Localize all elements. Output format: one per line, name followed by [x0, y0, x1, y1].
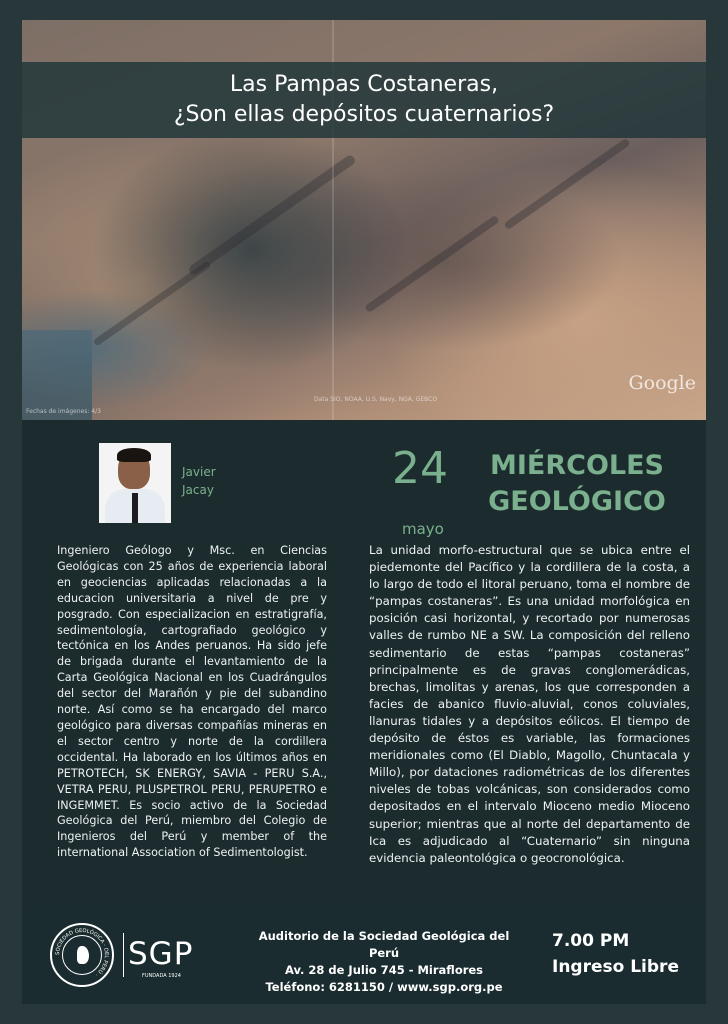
- event-name-line-2: GEOLÓGICO: [488, 486, 666, 517]
- logo-divider: [123, 933, 124, 977]
- peru-map-icon: [77, 946, 89, 964]
- tie-shape: [132, 493, 138, 523]
- venue-info: [244, 928, 524, 996]
- ridge-shape: [93, 260, 212, 346]
- speaker-first-name: Javier: [182, 465, 216, 479]
- event-name: [472, 448, 682, 520]
- google-watermark: Google: [628, 372, 696, 394]
- poster: [22, 20, 706, 1004]
- page-title: [22, 70, 706, 130]
- satellite-image: [22, 20, 706, 420]
- image-date-note: Fechas de imágenes: 4/3: [26, 408, 101, 415]
- event-name-line-1: MIÉRCOLES: [489, 450, 664, 481]
- image-credits: Data SIO, NOAA, U.S. Navy, NGA, GEBCO: [314, 396, 438, 403]
- society-seal-logo: [50, 923, 114, 987]
- talk-abstract: La unidad morfo-estructural que se ubica entre el piedemonte del Pacífico y la cordillera de la costa, a lo largo de todo el litoral peruano, toma el nombre de “pampas costaneras”. Es una unidad morfológica en posición casi horizontal, y recortado por numerosas valles de rumbo NE a SW. La composición del relleno sedimentario de estas “pampas costaneras” principalmente es de gravas conglomerádicas, brechas, limolitas y arenas, los que corresponden a facies de abanico fluvio-aluvial, conos coluviales, llanuras tidales y a depósitos eólicos. El tiempo de depósito de éstos es variable, las formaciones meridionales como (El Diablo, Magollo, Chuntacala y Millo), por dataciones radiométricas de los diferentes niveles de tobas volcánicas, son considerados como depositados en el intervalo Mioceno medio Mioceno superior; mientras que al norte del departamento de Ica es adjudicado al “Cuaternario” sin ninguna evidencia paleontológica o geocronológica.: [369, 543, 690, 865]
- title-line-2: ¿Son ellas depósitos cuaternarios?: [173, 102, 555, 127]
- speaker-name: [182, 463, 216, 499]
- hair-shape: [117, 448, 151, 462]
- ridge-shape: [364, 215, 500, 313]
- org-acronym: SGP: [128, 936, 194, 972]
- sea-area: [22, 330, 92, 420]
- seal-inner-ring: [62, 935, 102, 975]
- event-start-time: 7.00 PM: [552, 931, 630, 951]
- venue-line-2: Av. 28 de Julio 745 - Miraflores: [284, 963, 484, 977]
- admission-label: Ingreso Libre: [552, 957, 679, 977]
- founded-label: FUNDADA 1924: [142, 973, 181, 979]
- ridge-shape: [503, 138, 630, 231]
- title-line-1: Las Pampas Costaneras,: [229, 72, 499, 97]
- event-month: mayo: [402, 520, 444, 538]
- venue-line-3: Teléfono: 6281150 / www.sgp.org.pe: [265, 980, 503, 994]
- speaker-photo: [99, 443, 171, 523]
- speaker-last-name: Jacay: [182, 483, 214, 497]
- svg-text:SOCIEDAD GEOLÓGICA · DEL PERÚ: SOCIEDAD GEOLÓGICA · DEL PERÚ ·: [54, 927, 110, 978]
- event-time: [552, 928, 679, 980]
- event-day: 24: [392, 443, 448, 494]
- venue-line-1: Auditorio de la Sociedad Geológica del Perú: [258, 929, 510, 960]
- speaker-bio: Ingeniero Geólogo y Msc. en Ciencias Geológicas con 25 años de experiencia laboral en geociencias aplicadas relacionadas a la educacion universitaria a nivel de pre y posgrado. Con especializacion en estratigrafía, sedimentología, cartografiado geológico y tectónica en los Andes peruanos. Ha sido jefe de brigada durante el levantamiento de la Carta Geológica Nacional en los Cuadrángulos del sector del Marañón y pie del subandino norte. Así como se ha encargado del marco geológico para diversas compañías mineras en el sector centro y norte de la cordillera occidental. Ha laborado en los últimos años en PETROTECH, SK ENERGY, SAVIA - PERU S.A., VETRA PERU, PLUSPETROL PERU, PERUPETRO e INGEMMET. Es socio activo de la Sociedad Geológica del Perú, miembro del Colegio de Ingenieros del Perú y member of the international Association of Sedimentologist.: [57, 544, 327, 860]
